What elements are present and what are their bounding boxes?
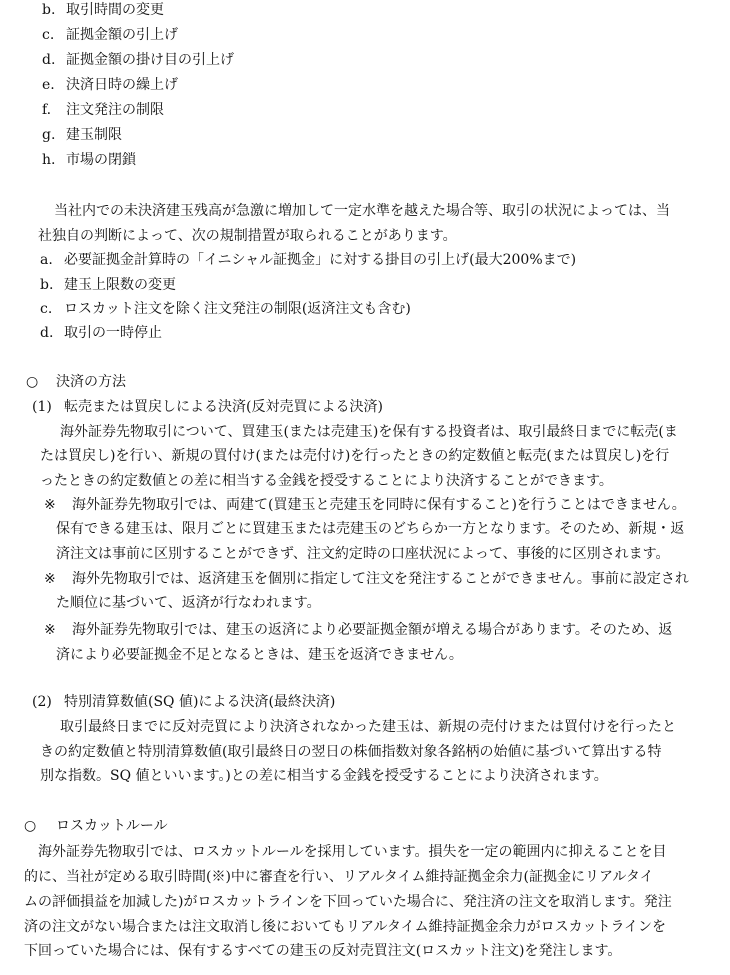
note-mark: ※ <box>44 497 56 513</box>
list-text: 必要証拠金計算時の「イニシャル証拠金」に対する掛目の引上げ(最大200%まで) <box>64 252 577 268</box>
list-text: 建玉制限 <box>66 127 122 143</box>
list2-item <box>40 276 176 294</box>
paragraph-line: ムの評価損益を加減した)がロスカットラインを下回っていた場合に、発注済の注文を取消します。発注 <box>24 894 672 910</box>
paragraph-line: 的に、当社が定める取引時間(※)中に審査を行い、リアルタイム維持証拠金余力(証拠金にリアルタイ <box>24 869 654 885</box>
list-marker: c. <box>42 27 55 43</box>
paragraph-line: 社独自の判断によって、次の規制措置が取られることがあります。 <box>38 228 457 244</box>
list-marker: e. <box>42 77 55 93</box>
note-line: 保有できる建玉は、限月ごとに買建玉または売建玉のどちらか一方となります。そのため、新規・返 <box>56 521 685 537</box>
list-marker: c. <box>40 301 53 317</box>
list2-item <box>40 251 577 269</box>
paragraph-line: 下回っていた場合には、保有するすべての建玉の反対売買注文(ロスカット注文)を発注します。 <box>24 943 622 959</box>
list-text: 市場の閉鎖 <box>66 152 136 168</box>
list-text: 注文発注の制限 <box>66 102 164 118</box>
subsection-title: 特別清算数値(SQ 値)による決済(最終決済) <box>64 694 336 710</box>
note-text: 海外証券先物取引では、両建て(買建玉と売建玉を同時に保有すること)を行うことはできません。 <box>72 497 686 513</box>
note-line <box>44 570 689 588</box>
list-marker: g. <box>42 127 56 143</box>
list-marker: d. <box>40 325 54 341</box>
paragraph-line: たは買戻し)を行い、新規の買付け(または売付け)を行ったときの約定数値と転売(または買戻し)を行 <box>40 448 670 464</box>
note-text: 海外先物取引では、返済建玉を個別に指定して注文を発注することができません。事前に設定され <box>72 571 689 587</box>
note-line <box>44 496 686 514</box>
list-text: 建玉上限数の変更 <box>64 277 176 293</box>
paragraph-line: ったときの約定数値との差に相当する金銭を授受することにより決済することができます。 <box>40 473 613 489</box>
list1-item <box>42 26 178 44</box>
list-text: 取引時間の変更 <box>66 2 164 18</box>
list-marker: b. <box>40 277 54 293</box>
list-text: ロスカット注文を除く注文発注の制限(返済注文も含む) <box>64 301 411 317</box>
subsection-number: (2) <box>32 694 52 710</box>
note-text: 海外証券先物取引では、建玉の返済により必要証拠金額が増える場合があります。そのため、返 <box>72 622 673 638</box>
list1-item <box>42 151 136 169</box>
list-text: 証拠金額の掛け目の引上げ <box>66 52 234 68</box>
note-mark: ※ <box>44 622 56 638</box>
circle-bullet: ○ <box>26 374 39 390</box>
paragraph-line: きの約定数値と特別清算数値(取引最終日の翌日の株価指数対象各銘柄の始値に基づいて算出する特 <box>40 744 662 760</box>
section-heading-text: ロスカットルール <box>56 818 168 834</box>
note-mark: ※ <box>44 571 56 587</box>
section-heading-text: 決済の方法 <box>56 374 126 390</box>
paragraph-line: 済の注文がない場合または注文取消し後においてもリアルタイム維持証拠金余力がロスカットラインを <box>24 919 667 935</box>
list1-item <box>42 101 164 119</box>
list-text: 取引の一時停止 <box>64 325 162 341</box>
list1-item <box>42 1 164 19</box>
list2-item <box>40 324 162 342</box>
circle-bullet: ○ <box>24 818 37 834</box>
list-marker: d. <box>42 52 56 68</box>
subsection-heading <box>32 693 336 711</box>
list1-item <box>42 51 234 69</box>
subsection-number: (1) <box>32 399 52 415</box>
paragraph-line: 海外証券先物取引について、買建玉(または売建玉)を保有する投資者は、取引最終日までに転売(ま <box>60 424 678 440</box>
subsection-heading <box>32 398 383 416</box>
list1-item <box>42 76 178 94</box>
paragraph-line: 取引最終日までに反対売買により決済されなかった建玉は、新規の売付けまたは買付けを行ったと <box>60 719 676 735</box>
note-line: 済注文は事前に区別することができず、注文約定時の口座状況によって、事後的に区別されます。 <box>56 546 670 562</box>
list-text: 決済日時の繰上げ <box>66 77 178 93</box>
section-heading-losscut <box>24 817 168 835</box>
list-marker: h. <box>42 152 56 168</box>
list-marker: a. <box>40 252 53 268</box>
list-text: 証拠金額の引上げ <box>66 27 178 43</box>
list2-item <box>40 300 411 318</box>
subsection-title: 転売または買戻しによる決済(反対売買による決済) <box>64 399 383 415</box>
list1-item <box>42 126 122 144</box>
note-line <box>44 621 673 639</box>
section-heading-settlement <box>26 373 126 391</box>
paragraph-line: 海外証券先物取引では、ロスカットルールを採用しています。損失を一定の範囲内に抑えることを目 <box>38 844 667 860</box>
note-line: た順位に基づいて、返済が行なわれます。 <box>56 595 321 611</box>
paragraph-line: 当社内での未決済建玉残高が急激に増加して一定水準を越えた場合等、取引の状況によっては、当 <box>54 203 670 219</box>
list-marker: b. <box>42 2 56 18</box>
list-marker: f. <box>42 102 52 118</box>
paragraph-line: 別な指数。SQ 値といいます。)との差に相当する金銭を授受することにより決済されます。 <box>40 768 608 784</box>
note-line: 済により必要証拠金不足となるときは、建玉を返済できません。 <box>56 647 463 663</box>
